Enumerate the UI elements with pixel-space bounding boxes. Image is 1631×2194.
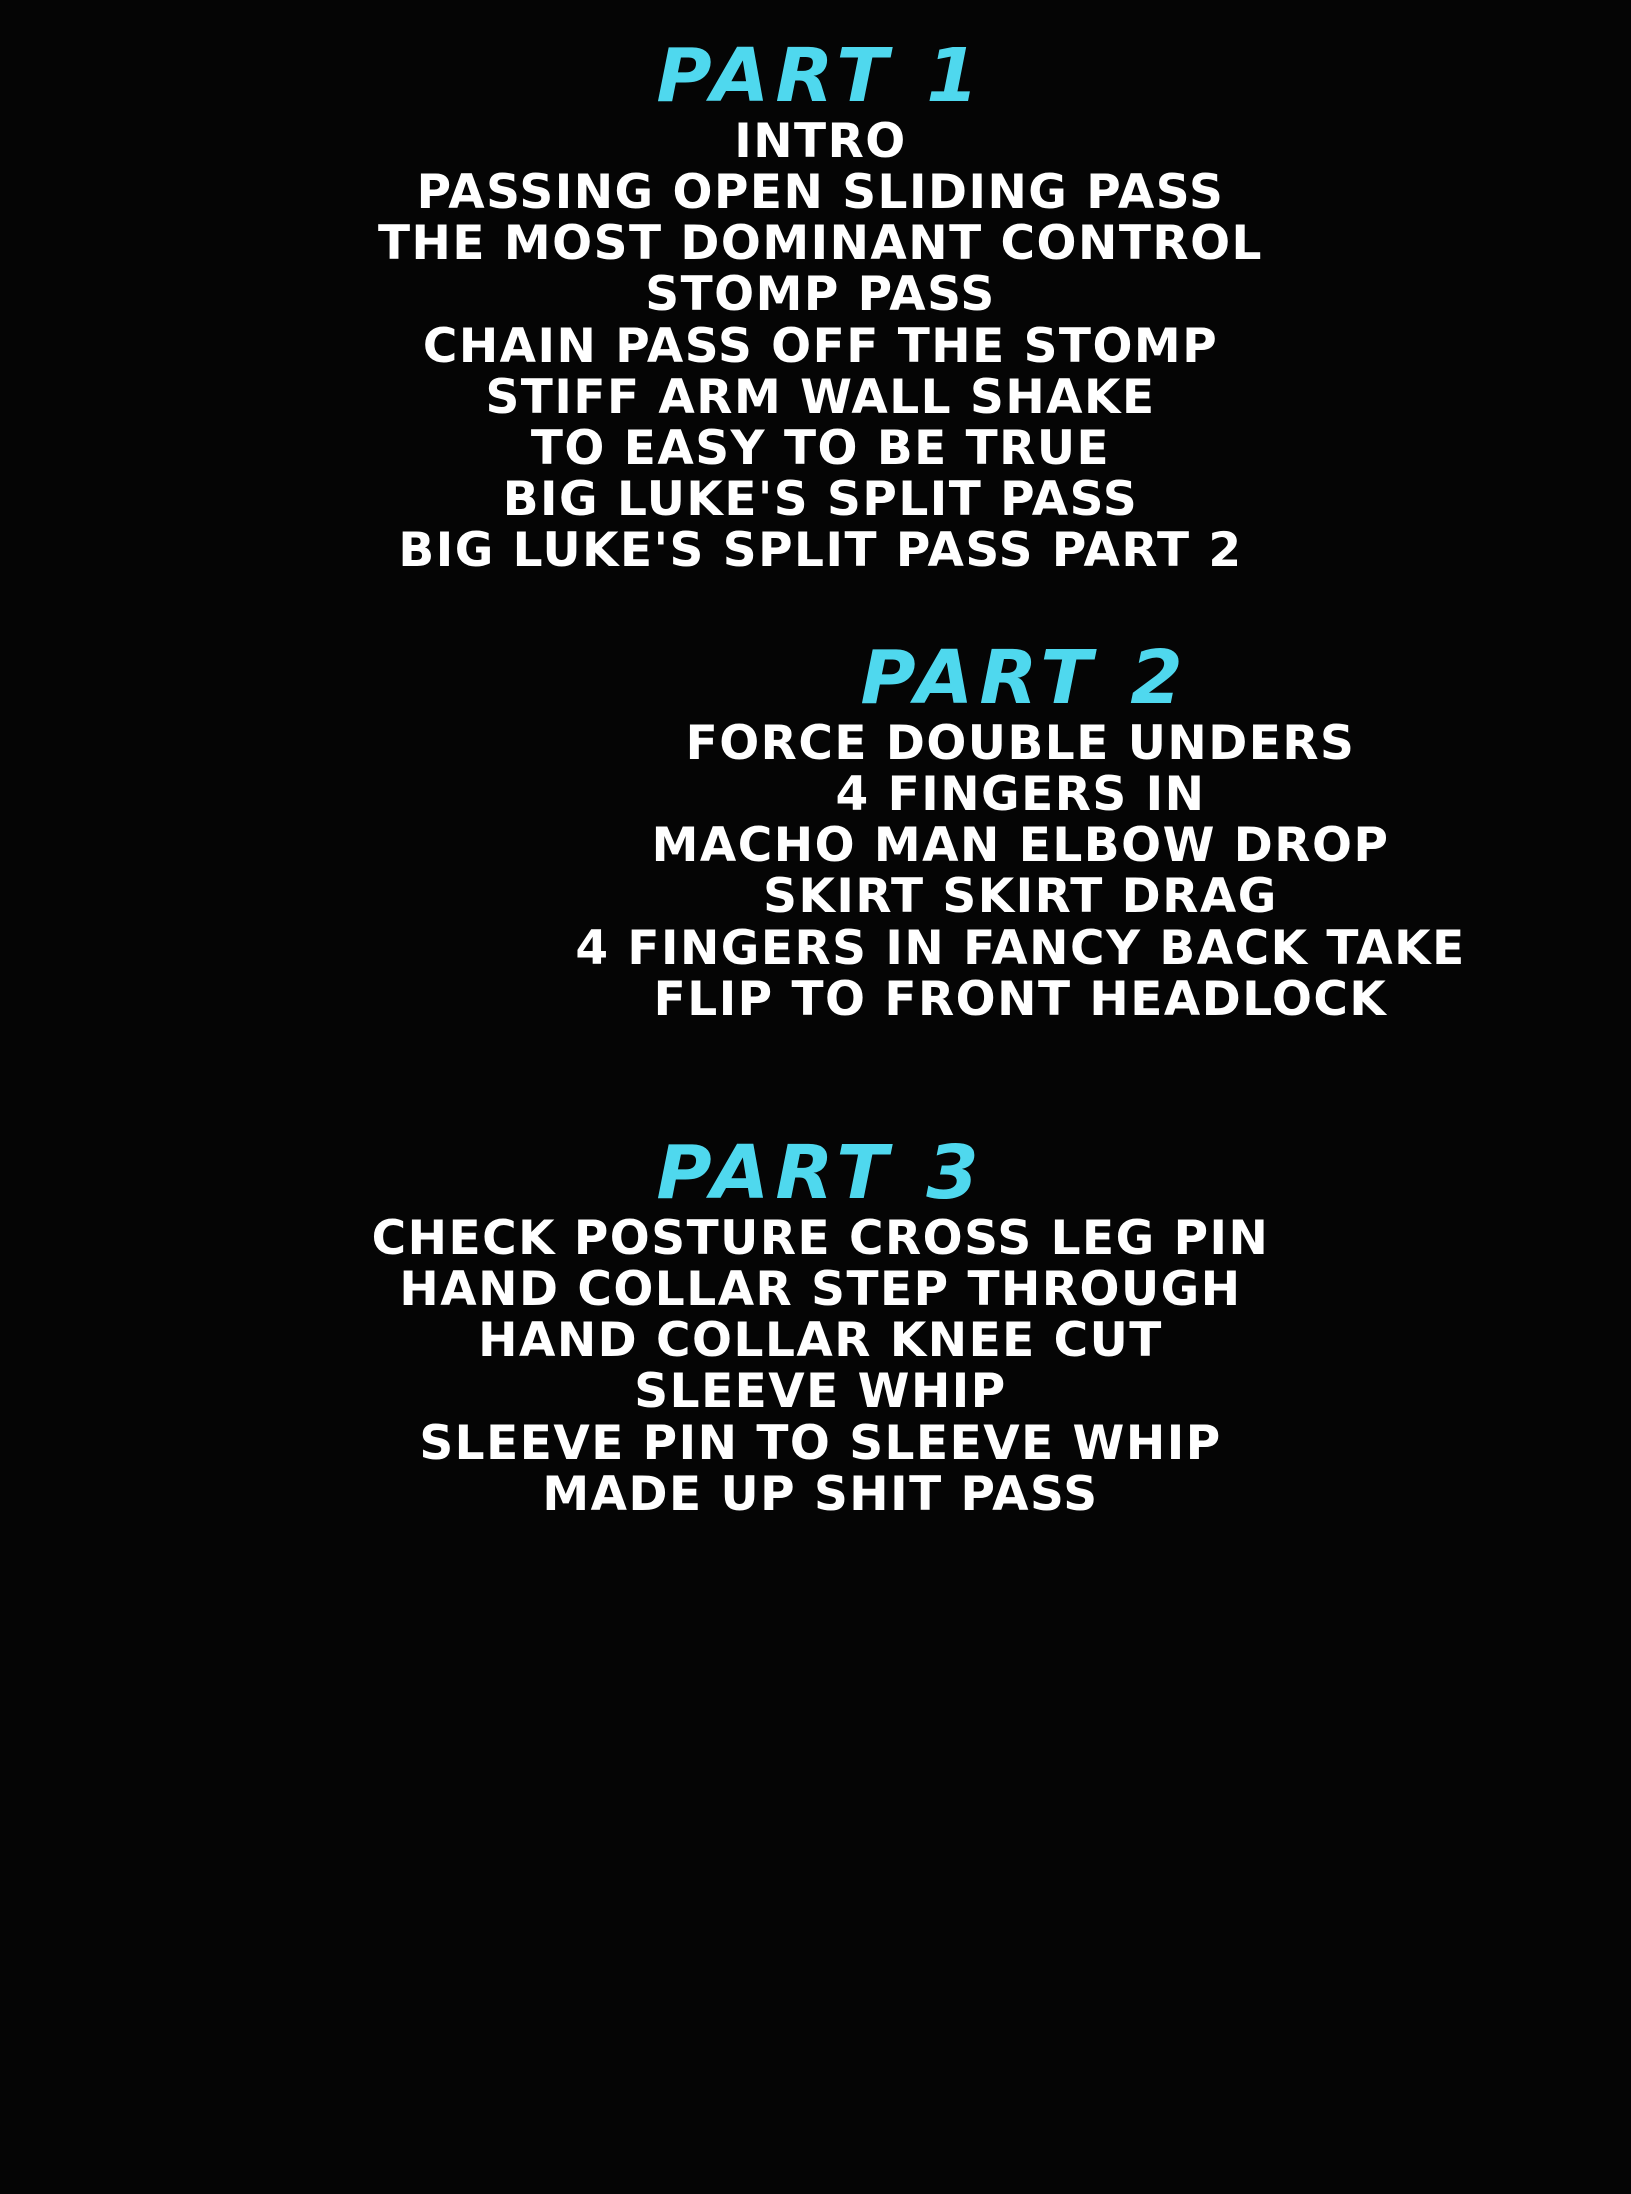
part-1-item-list xyxy=(0,113,1631,579)
part-3-section xyxy=(0,1130,1631,1522)
list-item: SLEEVE WHIP xyxy=(634,1364,1007,1420)
list-item: PASSING OPEN SLIDING PASS xyxy=(416,164,1225,220)
list-item: TO EASY TO BE TRUE xyxy=(530,421,1111,476)
list-item: BIG LUKE'S SPLIT PASS PART 2 xyxy=(398,523,1243,579)
part-1-section xyxy=(0,33,1631,579)
list-item: STIFF ARM WALL SHAKE xyxy=(485,369,1156,425)
list-item: INTRO xyxy=(734,113,907,169)
list-item: FORCE DOUBLE UNDERS xyxy=(685,715,1356,771)
part-3-item-list xyxy=(0,1210,1631,1522)
list-item: CHAIN PASS OFF THE STOMP xyxy=(422,318,1219,374)
list-item: HAND COLLAR STEP THROUGH xyxy=(399,1261,1242,1317)
part-1-heading: PART 1 xyxy=(656,33,985,119)
list-item: MADE UP SHIT PASS xyxy=(542,1466,1099,1522)
list-item: SKIRT SKIRT DRAG xyxy=(763,869,1278,925)
part-2-heading: PART 2 xyxy=(860,635,1189,721)
part-2-section xyxy=(0,635,1631,1027)
list-item: HAND COLLAR KNEE CUT xyxy=(478,1313,1163,1369)
list-item: 4 FINGERS IN FANCY BACK TAKE xyxy=(575,920,1466,976)
list-item: STOMP PASS xyxy=(645,267,996,323)
part-3-heading: PART 3 xyxy=(656,1130,985,1216)
list-item: THE MOST DOMINANT CONTROL xyxy=(378,216,1263,272)
list-item: CHECK POSTURE CROSS LEG PIN xyxy=(371,1210,1270,1266)
list-item: 4 FINGERS IN xyxy=(835,766,1206,822)
list-item: MACHO MAN ELBOW DROP xyxy=(651,818,1390,874)
list-item: FLIP TO FRONT HEADLOCK xyxy=(653,971,1388,1027)
part-2-item-list xyxy=(0,715,1631,1027)
list-item: BIG LUKE'S SPLIT PASS xyxy=(502,472,1139,528)
list-item: SLEEVE PIN TO SLEEVE WHIP xyxy=(419,1415,1222,1471)
